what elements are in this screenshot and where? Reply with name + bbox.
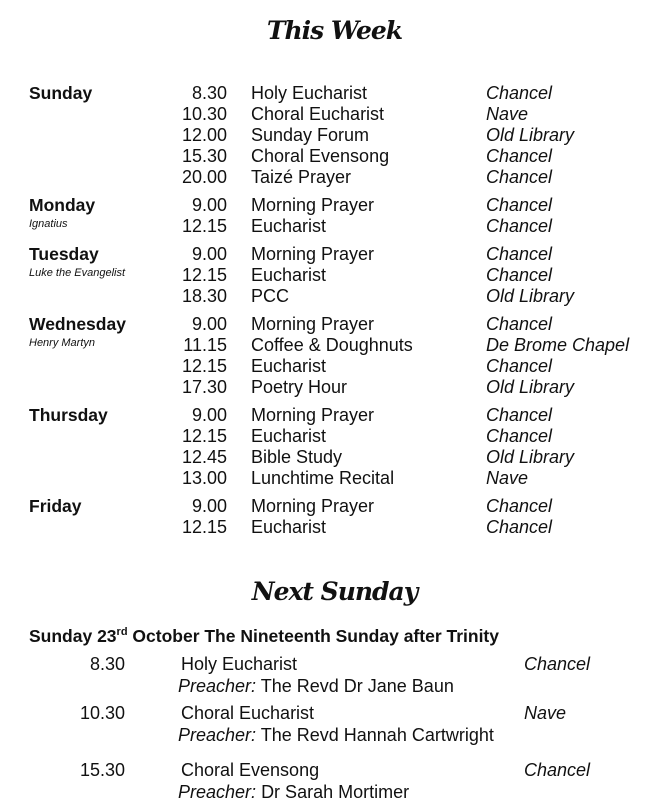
service-place: Chancel (486, 314, 553, 334)
service-row (0, 214, 669, 235)
service-place: Chancel (524, 760, 591, 780)
service-event: Choral Eucharist (181, 703, 315, 723)
service-time: 9.00 (191, 195, 227, 215)
service-event: Choral Evensong (251, 146, 390, 166)
service-row (0, 333, 669, 354)
service-time: 10.30 (181, 104, 227, 124)
service-event: Coffee & Doughnuts (251, 335, 413, 355)
service-place: Old Library (486, 286, 575, 306)
preacher-name: Dr Sarah Mortimer (261, 782, 410, 802)
service-place: Nave (486, 104, 529, 124)
service-event: Eucharist (251, 216, 327, 236)
service-time: 12.15 (181, 356, 227, 376)
service-place: Old Library (486, 377, 575, 397)
service-row (0, 375, 669, 396)
service-event: Sunday Forum (251, 125, 370, 145)
service-row (0, 312, 669, 333)
service-row (0, 354, 669, 375)
service-event: Eucharist (251, 426, 327, 446)
service-place: Chancel (486, 83, 553, 103)
service-time: 17.30 (181, 377, 227, 397)
service-event: Eucharist (251, 517, 327, 537)
service-event: Lunchtime Recital (251, 468, 395, 488)
date-rest: October The Nineteenth Sunday after Trinity (127, 626, 499, 646)
service-place: Nave (486, 468, 529, 488)
service-row (0, 165, 669, 186)
service-place: Chancel (486, 195, 553, 215)
preacher-line (178, 780, 409, 804)
next-sunday-service (0, 758, 669, 802)
service-place: Chancel (486, 146, 553, 166)
service-time: 15.30 (79, 760, 125, 780)
service-time: 18.30 (181, 286, 227, 306)
service-place: Old Library (486, 125, 575, 145)
service-time: 12.15 (181, 517, 227, 537)
service-event: Morning Prayer (251, 496, 375, 516)
service-place: Chancel (524, 654, 591, 674)
service-event: Taizé Prayer (251, 167, 352, 187)
preacher-label: Preacher: (178, 782, 257, 802)
date-prefix: Sunday 23 (29, 626, 117, 646)
service-event: PCC (251, 286, 290, 306)
next-sunday-service (0, 652, 669, 696)
service-event: Bible Study (251, 447, 343, 467)
service-time: 13.00 (181, 468, 227, 488)
service-place: De Brome Chapel (486, 335, 630, 355)
service-row (0, 263, 669, 284)
service-row (0, 81, 669, 102)
service-time: 9.00 (191, 244, 227, 264)
preacher-line (178, 674, 454, 698)
service-event: Choral Eucharist (251, 104, 385, 124)
service-time: 11.15 (183, 335, 227, 355)
service-time: 12.15 (181, 216, 227, 236)
service-time: 12.15 (181, 426, 227, 446)
service-time: 9.00 (191, 405, 227, 425)
service-event: Morning Prayer (251, 314, 375, 334)
service-event: Morning Prayer (251, 244, 375, 264)
service-place: Chancel (486, 517, 553, 537)
service-row (0, 494, 669, 515)
service-event: Eucharist (251, 356, 327, 376)
next-sunday-heading: Next Sunday (251, 577, 418, 606)
saint-day-label: Luke the Evangelist (29, 267, 126, 279)
saint-day-label: Ignatius (29, 218, 68, 230)
next-sunday-service (0, 701, 669, 745)
day-name: Thursday (29, 405, 108, 425)
service-row (0, 403, 669, 424)
service-event: Choral Evensong (181, 760, 320, 780)
service-time: 20.00 (181, 167, 227, 187)
service-time: 8.30 (191, 83, 227, 103)
this-week-heading: This Week (266, 16, 403, 45)
service-event: Holy Eucharist (251, 83, 368, 103)
service-time: 12.15 (181, 265, 227, 285)
day-name: Tuesday (29, 244, 99, 264)
weekly-schedule (0, 81, 669, 536)
service-row (0, 242, 669, 263)
service-row (0, 466, 669, 487)
day-block-thursday (0, 403, 669, 487)
service-place: Old Library (486, 447, 575, 467)
day-block-monday (0, 193, 669, 235)
service-row (0, 284, 669, 305)
preacher-label: Preacher: (178, 676, 257, 696)
next-sunday-date-title (29, 624, 499, 648)
service-row (0, 515, 669, 536)
service-row (0, 144, 669, 165)
saint-day-label: Henry Martyn (29, 337, 96, 349)
day-block-sunday (0, 81, 669, 186)
day-name: Sunday (29, 83, 93, 103)
service-place: Chancel (486, 167, 553, 187)
service-row (0, 102, 669, 123)
service-place: Chancel (486, 426, 553, 446)
service-time: 12.00 (181, 125, 227, 145)
preacher-name: The Revd Dr Jane Baun (260, 676, 454, 696)
service-place: Chancel (486, 356, 553, 376)
service-row (0, 445, 669, 466)
day-block-friday (0, 494, 669, 536)
service-row (0, 193, 669, 214)
service-time: 8.30 (89, 654, 125, 674)
day-name: Monday (29, 195, 96, 215)
day-block-wednesday (0, 312, 669, 396)
day-block-tuesday (0, 242, 669, 305)
service-place: Chancel (486, 496, 553, 516)
service-place: Chancel (486, 405, 553, 425)
preacher-label: Preacher: (178, 725, 257, 745)
date-ordinal-suffix: rd (116, 626, 128, 639)
service-place: Chancel (486, 216, 553, 236)
service-event: Holy Eucharist (181, 654, 298, 674)
service-row (0, 424, 669, 445)
day-name: Friday (29, 496, 82, 516)
service-event: Poetry Hour (251, 377, 348, 397)
preacher-line (178, 723, 494, 747)
service-event: Morning Prayer (251, 405, 375, 425)
service-row (0, 123, 669, 144)
preacher-name: The Revd Hannah Cartwright (260, 725, 494, 745)
service-event: Eucharist (251, 265, 327, 285)
service-time: 10.30 (79, 703, 125, 723)
day-name: Wednesday (29, 314, 126, 334)
service-time: 12.45 (181, 447, 227, 467)
service-time: 15.30 (181, 146, 227, 166)
service-time: 9.00 (191, 496, 227, 516)
service-place: Chancel (486, 244, 553, 264)
service-time: 9.00 (191, 314, 227, 334)
service-place: Chancel (486, 265, 553, 285)
service-place: Nave (524, 703, 567, 723)
service-event: Morning Prayer (251, 195, 375, 215)
